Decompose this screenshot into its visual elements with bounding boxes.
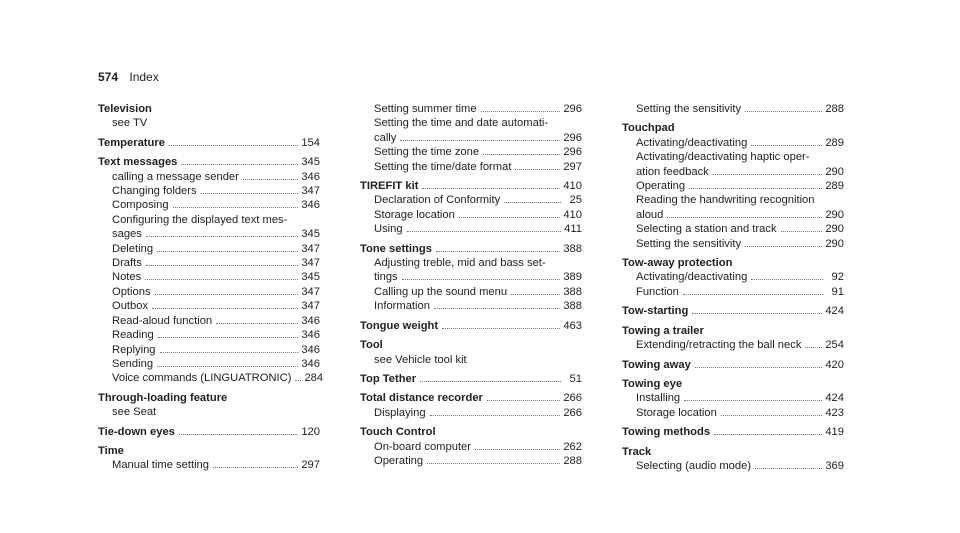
page-ref: 346 bbox=[301, 357, 320, 370]
subentry-text: calling a message sender bbox=[112, 170, 239, 183]
page-ref: 419 bbox=[825, 426, 844, 439]
page-ref: 297 bbox=[301, 459, 320, 472]
index-subentry bbox=[98, 227, 320, 241]
leader-dots bbox=[152, 308, 298, 309]
index-subentry bbox=[98, 256, 320, 270]
index-term: Tow-away protection bbox=[622, 257, 733, 270]
index-term: Tie-down eyes bbox=[98, 425, 175, 438]
index-term: Towing a trailer bbox=[622, 324, 704, 337]
leader-dots bbox=[755, 468, 822, 469]
leader-dots bbox=[407, 231, 561, 232]
index-term: Towing eye bbox=[622, 377, 683, 390]
page-ref: 420 bbox=[825, 358, 844, 371]
index-subentry bbox=[622, 459, 844, 473]
index-term: Time bbox=[98, 444, 124, 457]
index-subentry bbox=[98, 314, 320, 328]
index-subentry bbox=[622, 270, 844, 284]
subentry-text: Setting the time zone bbox=[374, 146, 480, 159]
index-subentry bbox=[360, 131, 582, 145]
index-term-line bbox=[622, 121, 844, 135]
page-ref: 388 bbox=[563, 300, 582, 313]
index-subentry bbox=[360, 222, 582, 236]
subentry-text: see TV bbox=[112, 117, 148, 130]
index-subentry bbox=[622, 237, 844, 251]
leader-dots bbox=[402, 279, 561, 280]
index-subentry bbox=[622, 102, 844, 116]
page-ref: 288 bbox=[563, 454, 582, 467]
leader-dots bbox=[420, 381, 561, 382]
subentry-text: Setting the sensitivity bbox=[636, 237, 742, 250]
leader-dots bbox=[213, 467, 298, 468]
page-ref: 347 bbox=[301, 300, 320, 313]
subentry-text: cally bbox=[374, 131, 397, 144]
index-term: Television bbox=[98, 103, 152, 115]
leader-dots bbox=[430, 415, 561, 416]
index-subentry bbox=[98, 458, 320, 472]
index-subentry bbox=[98, 285, 320, 299]
index-subentry bbox=[622, 179, 844, 193]
index-subentry bbox=[98, 343, 320, 357]
subentry-text: see Vehicle tool kit bbox=[374, 353, 467, 366]
index-subentry bbox=[360, 285, 582, 299]
subentry-text: Activating/deactivating bbox=[636, 271, 748, 284]
index-subentry bbox=[360, 353, 582, 367]
page-ref: 347 bbox=[301, 185, 320, 198]
page-ref: 410 bbox=[563, 208, 582, 221]
index-term-line bbox=[622, 445, 844, 459]
page-ref: 296 bbox=[563, 146, 582, 159]
page-ref: 120 bbox=[301, 425, 320, 438]
subentry-text: Reading the handwriting recognition bbox=[636, 194, 815, 207]
page-ref: 411 bbox=[564, 223, 582, 236]
index-subentry bbox=[98, 198, 320, 212]
page-ref: 262 bbox=[563, 440, 582, 453]
leader-dots bbox=[179, 434, 298, 435]
leader-dots bbox=[714, 434, 822, 435]
index-subentry bbox=[360, 102, 582, 116]
index-subentry bbox=[98, 328, 320, 342]
index-entry bbox=[98, 102, 320, 131]
leader-dots bbox=[155, 294, 299, 295]
leader-dots bbox=[436, 251, 560, 252]
subentry-text: Reading bbox=[112, 329, 154, 342]
page-header bbox=[98, 70, 159, 84]
index-column-2 bbox=[360, 102, 582, 473]
index-entry bbox=[98, 391, 320, 420]
subentry-text: Storage location bbox=[636, 406, 717, 419]
index-subentry bbox=[360, 116, 582, 130]
index-entry bbox=[622, 324, 844, 353]
subentry-text: sages bbox=[112, 228, 142, 241]
page-ref: 290 bbox=[825, 237, 844, 250]
index-subentry bbox=[622, 406, 844, 420]
subentry-text: Changing folders bbox=[112, 185, 197, 198]
leader-dots bbox=[511, 294, 560, 295]
index-term-line bbox=[622, 425, 844, 439]
index-term: TIREFIT kit bbox=[360, 180, 419, 193]
index-term: Track bbox=[622, 445, 652, 458]
page-ref: 289 bbox=[825, 180, 844, 193]
index-subentry bbox=[360, 440, 582, 454]
index-subentry bbox=[360, 270, 582, 284]
page-ref: 266 bbox=[563, 406, 582, 419]
page-ref: 463 bbox=[563, 319, 582, 332]
leader-dots bbox=[751, 145, 822, 146]
subentry-text: Adjusting treble, mid and bass set- bbox=[374, 257, 546, 270]
page-ref: 345 bbox=[301, 271, 320, 284]
page-ref: 346 bbox=[301, 314, 320, 327]
index-subentry bbox=[360, 256, 582, 270]
page-ref: 91 bbox=[831, 285, 844, 298]
leader-dots bbox=[157, 366, 298, 367]
subentry-text: Function bbox=[636, 285, 679, 298]
index-subentry bbox=[622, 208, 844, 222]
subentry-text: Installing bbox=[636, 392, 681, 405]
leader-dots bbox=[243, 179, 298, 180]
subentry-text: tings bbox=[374, 271, 398, 284]
index-term-line bbox=[98, 425, 320, 439]
index-subentry bbox=[360, 145, 582, 159]
leader-dots bbox=[683, 294, 823, 295]
page-ref: 290 bbox=[825, 165, 844, 178]
index-term-line bbox=[622, 324, 844, 338]
index-subentry bbox=[98, 270, 320, 284]
subentry-text: Options bbox=[112, 285, 151, 298]
index-term-line bbox=[360, 425, 582, 439]
leader-dots bbox=[667, 217, 822, 218]
index-term-line bbox=[360, 179, 582, 193]
page-ref: 288 bbox=[825, 103, 844, 115]
section-title: Index bbox=[129, 70, 159, 84]
page-ref: 297 bbox=[563, 160, 582, 173]
page-ref: 347 bbox=[301, 242, 320, 255]
leader-dots bbox=[475, 449, 560, 450]
subentry-text: Manual time setting bbox=[112, 459, 210, 472]
index-term-line bbox=[360, 242, 582, 256]
page-ref: 296 bbox=[563, 103, 582, 115]
leader-dots bbox=[158, 337, 299, 338]
index-entry bbox=[98, 136, 320, 150]
subentry-text: Deleting bbox=[112, 242, 154, 255]
subentry-text: Setting the time/date format bbox=[374, 160, 512, 173]
index-term-line bbox=[622, 304, 844, 318]
index-entry bbox=[622, 377, 844, 420]
leader-dots bbox=[169, 145, 298, 146]
subentry-text: aloud bbox=[636, 208, 664, 221]
page-ref: 346 bbox=[301, 199, 320, 212]
subentry-text: Replying bbox=[112, 343, 156, 356]
leader-dots bbox=[201, 193, 299, 194]
leader-dots bbox=[684, 400, 822, 401]
subentry-text: Operating bbox=[636, 180, 686, 193]
page-ref: 345 bbox=[301, 228, 320, 241]
index-entry bbox=[360, 319, 582, 333]
page-ref: 423 bbox=[825, 406, 844, 419]
subentry-text: Selecting (audio mode) bbox=[636, 459, 752, 472]
index-term: Tow-starting bbox=[622, 305, 689, 318]
index-entry bbox=[360, 372, 582, 386]
index-subentry bbox=[98, 116, 320, 130]
leader-dots bbox=[695, 367, 823, 368]
index-entry bbox=[98, 444, 320, 473]
index-column-1 bbox=[98, 102, 324, 478]
subentry-text: Selecting a station and track bbox=[636, 223, 777, 236]
page-ref: 346 bbox=[301, 343, 320, 356]
page-ref: 254 bbox=[825, 339, 844, 352]
page-ref: 346 bbox=[301, 329, 320, 342]
page-ref: 424 bbox=[825, 305, 844, 318]
index-subentry bbox=[622, 222, 844, 236]
index-term-line bbox=[98, 102, 320, 116]
index-entry bbox=[360, 242, 582, 314]
leader-dots bbox=[689, 188, 822, 189]
index-term: Touchpad bbox=[622, 122, 675, 135]
leader-dots bbox=[459, 217, 560, 218]
index-subentry bbox=[98, 213, 320, 227]
page-ref: 154 bbox=[301, 136, 320, 149]
index-entry bbox=[98, 155, 324, 386]
index-subentry bbox=[360, 193, 582, 207]
subentry-text: Calling up the sound menu bbox=[374, 285, 508, 298]
page-ref: 424 bbox=[825, 392, 844, 405]
leader-dots bbox=[181, 164, 298, 165]
index-entry bbox=[622, 304, 844, 318]
subentry-text: Operating bbox=[374, 454, 424, 467]
page-ref: 347 bbox=[301, 285, 320, 298]
index-term-line bbox=[360, 338, 582, 352]
subentry-text: ation feedback bbox=[636, 165, 709, 178]
page-ref: 410 bbox=[563, 180, 582, 193]
subentry-text: Configuring the displayed text mes- bbox=[112, 213, 288, 226]
index-column-3 bbox=[622, 102, 844, 478]
leader-dots bbox=[146, 236, 298, 237]
index-entry bbox=[622, 425, 844, 439]
index-term: Tool bbox=[360, 339, 383, 352]
leader-dots bbox=[515, 169, 560, 170]
leader-dots bbox=[295, 380, 301, 381]
leader-dots bbox=[146, 265, 298, 266]
subentry-text: Information bbox=[374, 300, 430, 313]
index-entry bbox=[622, 256, 844, 299]
page-ref: 290 bbox=[825, 223, 844, 236]
subentry-text: Extending/retracting the ball neck bbox=[636, 339, 802, 352]
index-subentry bbox=[98, 371, 324, 385]
page-ref: 25 bbox=[569, 194, 582, 207]
subentry-text: Activating/deactivating haptic oper- bbox=[636, 151, 810, 164]
page-number: 574 bbox=[98, 70, 119, 84]
leader-dots bbox=[427, 463, 560, 464]
index-term: Total distance recorder bbox=[360, 392, 483, 405]
index-entry bbox=[622, 102, 844, 116]
index-term: Top Tether bbox=[360, 372, 417, 385]
subentry-text: Sending bbox=[112, 357, 154, 370]
leader-dots bbox=[216, 323, 298, 324]
index-term-line bbox=[622, 256, 844, 270]
index-subentry bbox=[360, 299, 582, 313]
leader-dots bbox=[487, 400, 560, 401]
index-term: Tone settings bbox=[360, 242, 432, 255]
subentry-text: Setting summer time bbox=[374, 103, 477, 115]
leader-dots bbox=[434, 308, 560, 309]
index-entry bbox=[622, 121, 844, 251]
leader-dots bbox=[721, 415, 822, 416]
index-subentry bbox=[360, 160, 582, 174]
index-subentry bbox=[98, 170, 320, 184]
index-subentry bbox=[98, 405, 320, 419]
leader-dots bbox=[781, 231, 823, 232]
subentry-text: Storage location bbox=[374, 208, 455, 221]
index-term-line bbox=[98, 136, 320, 150]
subentry-text: On-board computer bbox=[374, 440, 472, 453]
leader-dots bbox=[145, 279, 298, 280]
index-subentry bbox=[622, 338, 844, 352]
leader-dots bbox=[745, 246, 822, 247]
index-term-line bbox=[98, 391, 320, 405]
index-entry bbox=[360, 391, 582, 420]
index-entry bbox=[98, 425, 320, 439]
subentry-text: see Seat bbox=[112, 406, 157, 419]
subentry-text: Notes bbox=[112, 271, 142, 284]
index-term-line bbox=[622, 377, 844, 391]
subentry-text: Voice commands (LINGUATRONIC) bbox=[112, 372, 292, 385]
leader-dots bbox=[745, 111, 822, 112]
leader-dots bbox=[692, 313, 822, 314]
index-subentry bbox=[622, 165, 844, 179]
leader-dots bbox=[173, 207, 299, 208]
page-ref: 369 bbox=[825, 459, 844, 472]
leader-dots bbox=[422, 188, 560, 189]
page-ref: 290 bbox=[825, 208, 844, 221]
index-subentry bbox=[98, 242, 320, 256]
subentry-text: Drafts bbox=[112, 257, 142, 270]
subentry-text: Displaying bbox=[374, 406, 426, 419]
index-term-line bbox=[360, 391, 582, 405]
index-term-line bbox=[98, 155, 320, 169]
index-term: Touch Control bbox=[360, 426, 436, 439]
index-entry bbox=[622, 358, 844, 372]
index-term: Temperature bbox=[98, 136, 165, 149]
index-term-line bbox=[360, 372, 582, 386]
subentry-text: Declaration of Conformity bbox=[374, 194, 501, 207]
subentry-text: Setting the time and date automati- bbox=[374, 117, 549, 130]
leader-dots bbox=[713, 174, 823, 175]
index-entry bbox=[622, 445, 844, 474]
leader-dots bbox=[400, 140, 560, 141]
index-term: Text messages bbox=[98, 156, 178, 169]
page-ref: 388 bbox=[563, 242, 582, 255]
subentry-text: Using bbox=[374, 223, 403, 236]
leader-dots bbox=[481, 111, 561, 112]
index-subentry bbox=[622, 391, 844, 405]
page-ref: 296 bbox=[563, 131, 582, 144]
subentry-text: Composing bbox=[112, 199, 169, 212]
page-ref: 266 bbox=[563, 392, 582, 405]
leader-dots bbox=[160, 352, 299, 353]
index-term-line bbox=[98, 444, 320, 458]
subentry-text: Outbox bbox=[112, 300, 149, 313]
page-ref: 345 bbox=[301, 156, 320, 169]
index-subentry bbox=[622, 150, 844, 164]
leader-dots bbox=[805, 347, 822, 348]
index-term-line bbox=[622, 358, 844, 372]
leader-dots bbox=[157, 251, 298, 252]
index-subentry bbox=[622, 193, 844, 207]
leader-dots bbox=[504, 202, 561, 203]
index-subentry bbox=[98, 299, 320, 313]
index-subentry bbox=[622, 285, 844, 299]
index-subentry bbox=[98, 184, 320, 198]
leader-dots bbox=[483, 154, 560, 155]
index-subentry bbox=[622, 136, 844, 150]
index-entry bbox=[360, 425, 582, 468]
leader-dots bbox=[442, 328, 560, 329]
subentry-text: Read-aloud function bbox=[112, 314, 213, 327]
index-term: Towing methods bbox=[622, 426, 711, 439]
page-ref: 92 bbox=[831, 271, 844, 284]
page-ref: 346 bbox=[301, 170, 320, 183]
page-ref: 289 bbox=[825, 136, 844, 149]
index-term: Towing away bbox=[622, 358, 691, 371]
leader-dots bbox=[751, 279, 823, 280]
page-ref: 388 bbox=[563, 285, 582, 298]
page-ref: 284 bbox=[304, 372, 324, 385]
index-subentry bbox=[360, 208, 582, 222]
page-ref: 389 bbox=[563, 271, 582, 284]
subentry-text: Setting the sensitivity bbox=[636, 103, 742, 115]
index-entry bbox=[360, 179, 582, 237]
index-term-line bbox=[360, 319, 582, 333]
index-term: Through-loading feature bbox=[98, 391, 228, 404]
page-ref: 347 bbox=[301, 257, 320, 270]
index-subentry bbox=[360, 454, 582, 468]
index-subentry bbox=[360, 406, 582, 420]
index-entry bbox=[360, 102, 582, 174]
index-term: Tongue weight bbox=[360, 319, 439, 332]
subentry-text: Activating/deactivating bbox=[636, 136, 748, 149]
index-entry bbox=[360, 338, 582, 367]
index-subentry bbox=[98, 357, 320, 371]
page-ref: 51 bbox=[569, 372, 582, 385]
